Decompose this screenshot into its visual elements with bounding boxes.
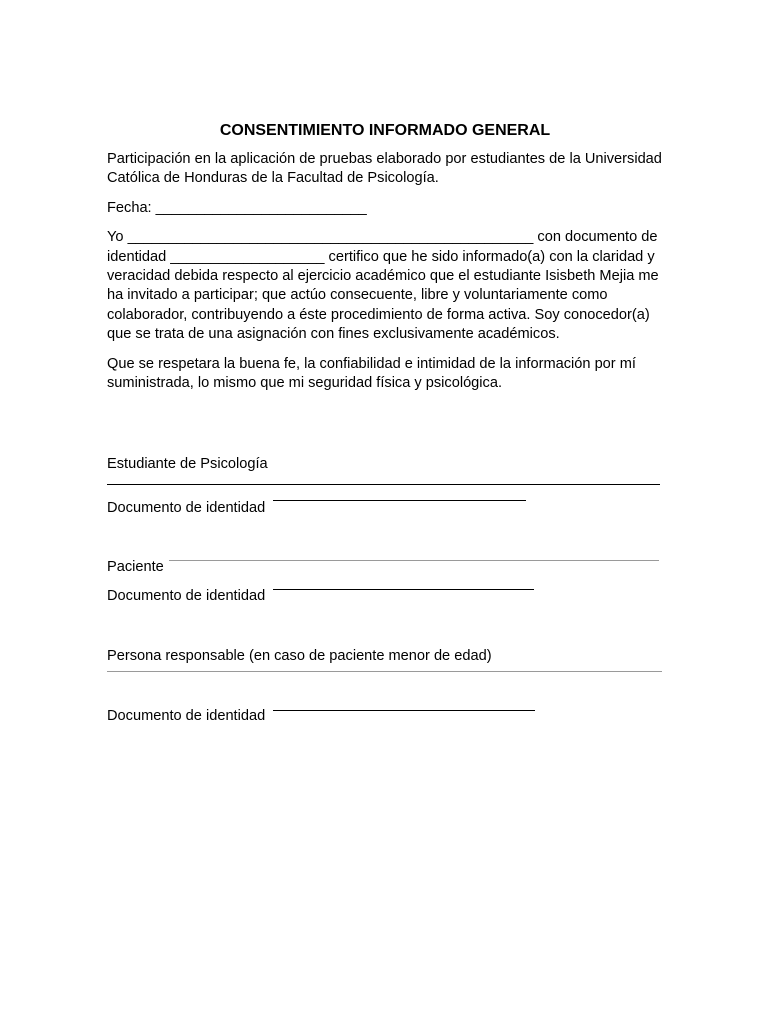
document-title: CONSENTIMIENTO INFORMADO GENERAL	[219, 122, 551, 139]
intro-paragraph: Participación en la aplicación de pruebas elaborado por estudiantes de la Universidad Católica de Honduras de la Facultad de Psicología.	[107, 151, 662, 187]
patient-id-label: Documento de identidad	[107, 588, 266, 604]
student-id-label: Documento de identidad	[107, 500, 266, 516]
patient-signature-line	[169, 560, 659, 561]
guardian-id-line	[273, 710, 535, 711]
fecha-line: Fecha: __________________________	[107, 199, 367, 216]
patient-signature-label: Paciente	[107, 559, 164, 575]
guardian-signature-label: Persona responsable (en caso de paciente menor de edad)	[107, 648, 492, 664]
patient-id-line	[273, 589, 534, 590]
consent-document	[107, 120, 663, 393]
guardian-signature-line	[107, 671, 662, 672]
confidentiality-paragraph: Que se respetara la buena fe, la confiabilidad e intimidad de la información por mí suministrada, lo mismo que mi seguridad física y psicológica.	[107, 355, 636, 392]
consent-paragraph: Yo __________________________________________________ con documento de identidad ___________________ certifico que he sido informado(a) con la claridad y veracidad debida respecto al ejercicio académico que el estudiante Isisbeth Mejia me ha invitado a participar; que actúo consecuente, libre y voluntariamente como colaborador, contribuyendo a éste procedimiento de forma activa. Soy conocedor(a) que se trata de una asignación con fines exclusivamente académicos.	[107, 229, 659, 343]
student-signature-label: Estudiante de Psicología	[107, 456, 268, 472]
guardian-id-label: Documento de identidad	[107, 708, 266, 724]
student-id-line	[273, 500, 526, 501]
student-signature-line	[107, 484, 660, 485]
